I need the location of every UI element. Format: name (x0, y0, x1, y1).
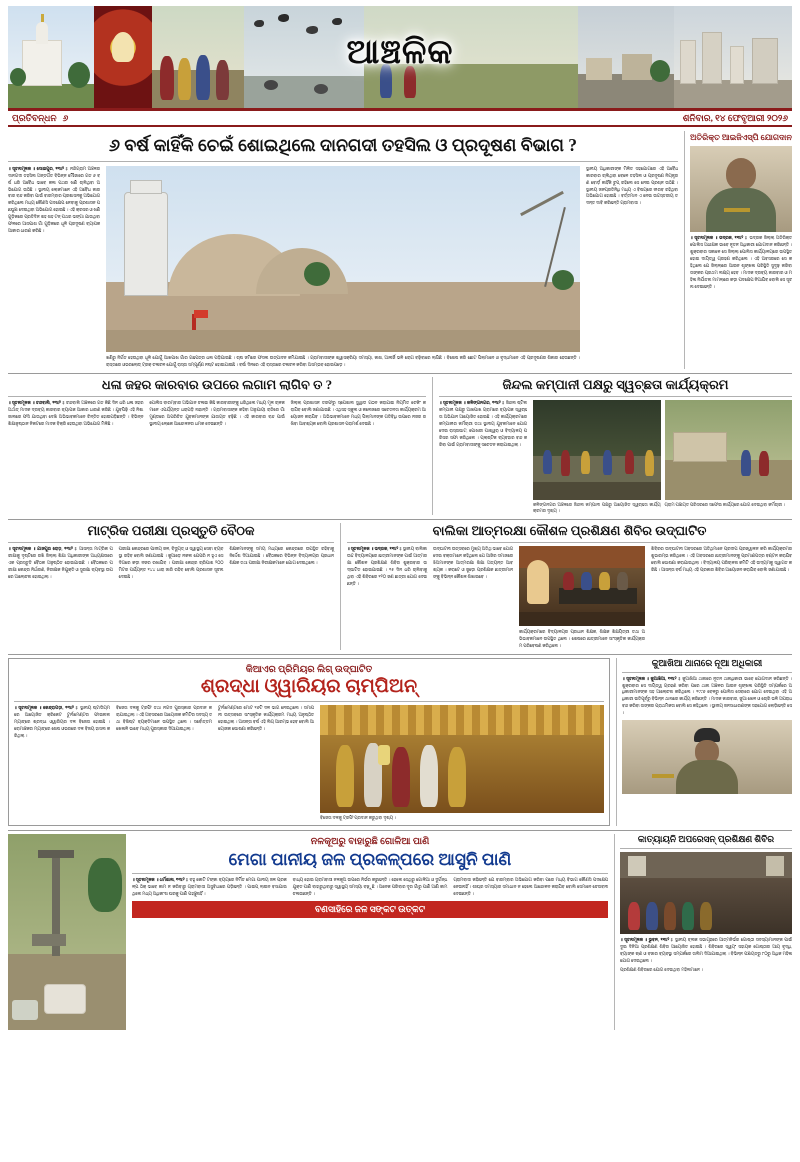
story8-col-1 (132, 877, 287, 898)
sidebar-top-text: ଭଦ୍ରକ ଜିଲ୍ଲା ଅତିରିକ୍ତ ପୋଲିସ ଅଧୀକ୍ଷକ ଭାବେ ନୂତନ ଅଧିକାରୀ ଯୋଗଦାନ କରିଛନ୍ତି । ଶୁକ୍ରବାର ସକାଳେ ସେ ଜିଲ୍ଲା ପୋଲିସ କାର୍ଯ୍ୟାଳୟରେ ଉପସ୍ଥିତ ହୋଇ ଦାୟିତ୍ୱ ଗ୍ରହଣ କରିଥିଲେ । ଏହି ଅବସରରେ ସେ କହିଥିଲେ ଯେ ଜିଲ୍ଲାରେ ଆଇନ ଶୃଙ୍ଖଳା ପରିସ୍ଥିତି ସୁଦୃଢ଼ କରିବା ତାଙ୍କର ପ୍ରଥମ ଲକ୍ଷ୍ୟ ହେବ । ମାଦକ ଦ୍ରବ୍ୟ କାରବାର ଓ ମହିଳା ନିର୍ଯାତନା ମାମଲାରେ କଡ଼ା ପଦକ୍ଷେପ ନିଆଯିବ ବୋଲି ସେ ସୂଚନା ଦେଇଛନ୍ତି । (690, 235, 792, 290)
masthead (8, 6, 792, 110)
sidebar-top-photo (690, 146, 792, 232)
story8-kicker: ନଳକୂଅରୁ ବାହାରୁଛି ଗୋଳିଆ ପାଣି (310, 837, 430, 848)
story5-byline: ॥ ସୂଚନାମୂଳକ ॥ ଭଦ୍ରକ, ୧୩ା୨ ‡ (347, 546, 402, 552)
story3-photo-1 (533, 400, 661, 500)
story9-text: ସ୍ଥାନୀୟ ବ୍ଲକ ସଭାଗୃହରେ ଆତ୍ମନିର୍ଭର ଗୋଷ୍ଠୀ ସଦସ୍ୟାମାନଙ୍କ ପାଇଁ ଦୁଇ ଦିନିଆ ପ୍ରଶିକ୍ଷଣ ଶିବିର ଆୟୋଜିତ ହୋଇଛି । ଶିବିରରେ ସ୍ୱୟଂ ସହାୟକ ଗୋଷ୍ଠୀର ଆୟ ବୃଦ୍ଧି, ବ୍ୟାଙ୍କ ଋଣ ଓ ବଜାର ବ୍ୟବସ୍ଥା ସମ୍ପର୍କରେ ତାଲିମ ଦିଆଯାଇଥିଲା । ବିଭିନ୍ନ ପଞ୍ଚାୟତରୁ ୮୦ରୁ ଅଧିକ ମହିଳା ଯୋଗ ଦେଇଥିଲେ । (620, 936, 793, 963)
story3-headline: ଜିନ୍ଦଲ କମ୍ପାନୀ ପକ୍ଷରୁ ସ୍ୱଚ୍ଛତା କାର୍ଯ୍ୟକ୍ରମ (502, 376, 729, 392)
story4-col-2: ପରୀକ୍ଷା କେନ୍ଦ୍ରରେ ପାନୀୟ ଜଳ, ବିଦ୍ୟୁତ୍ ଓ ସ୍ୱାସ୍ଥ୍ୟ ସେବା ବ୍ୟବସ୍ଥା ରହିବ ବୋଲି ଜଣାଯାଇଛି । କୁଆଡ଼େ ନକଲ ଯେପରି ନ ହୁଏ ସେ ଦିଗରେ କଡ଼ା ନଜର ରଖାଯିବ । ପରୀକ୍ଷା କେନ୍ଦ୍ର ଚାରିପାଶ ୨୦୦ ମିଟର ପର୍ଯ୍ୟନ୍ତ ୧୪୪ ଧାରା ଜାରି ରହିବ ବୋଲି ପ୍ରଶାସନ ସୂଚନା ଦେଇଛି । (118, 546, 224, 579)
story9-photo (620, 852, 792, 934)
story2-col-1 (8, 400, 143, 428)
story5-photo (519, 546, 645, 626)
story3-body (439, 400, 527, 449)
story9-body (620, 937, 792, 965)
story9-caption: ପ୍ରଶିକ୍ଷଣ ଶିବିରରେ ଯୋଗ ଦେଇଥିବା ମହିଳାମାନେ । (620, 966, 703, 972)
story9 (614, 834, 792, 1030)
lead-photo (106, 166, 580, 352)
lead-headline: ୬ ବର୍ଷ କାହିଁକି ଚେଇଁ ଶୋଇଥିଲେ ଦାନଗଦୀ ତହସିଲ ଓ ପ୍ରଦୂଷଣ ବିଭାଗ ? (108, 135, 578, 155)
story8-photo (8, 834, 126, 1030)
sidebar-top-byline: ॥ ସୂଚନାମୂଳକ ॥ ଭଦ୍ରକ, ୧୩ା୨ ‡ (690, 235, 748, 241)
story5-col-3: କାର୍ଯ୍ୟକ୍ରମରେ ବିଦ୍ୟାଳୟର ପ୍ରଧାନ ଶିକ୍ଷକ, ଶିକ୍ଷକ ଶିକ୍ଷୟିତ୍ରୀ ତଥା ଅଭିଭାବକମାନେ ଉପସ୍ଥିତ ଥିଲେ । ଶେଷରେ ଛାତ୍ରୀମାନେ ସାଂସ୍କୃତିକ କାର୍ଯ୍ୟକ୍ରମ ପରିବେଷଣ କରିଥିଲେ । (519, 629, 645, 648)
story2-col-3: ଜିଲ୍ଲା ପ୍ରଶାସନ ତରଫରୁ ସ୍ପେଶାଲ ସ୍କ୍ୱାଡ ଗଠନ କରାଯାଇ ନିୟମିତ ଚେକିଂ କରାଯିବ ବୋଲି ଜଣାଯାଇଛି । ଏଥିସହ ସ୍କୁଲ ଓ କଲେଜରେ ସଚେତନତା କାର୍ଯ୍ୟକ୍ରମ ଆୟୋଜନ କରାଯିବ । ଅଭିଭାବକମାନେ ମଧ୍ୟ ପିଲାମାନଙ୍କ ଗତିବିଧି ଉପରେ ନଜର ରଖିବା ଆବଶ୍ୟକ ବୋଲି ପ୍ରଶାସନ ପରାମର୍ଶ ଦେଇଛି । (290, 399, 426, 426)
story7 (616, 658, 792, 826)
masthead-left-logo: ପ୍ରତିବନ୍ଧନ (12, 112, 57, 123)
lead-col1-text: ନନ୍ଦିଗ୍ରାମ ଅଞ୍ଚଳର ଦାନଗଦୀ ତହସିଲ ଅନ୍ତର୍ଗତ ବିଭିନ୍ନ ମୌଜାରେ ଗତ ୬ ବର୍ଷ ଧରି ଅବୈଧ ଭାବେ କଳା ପଥର ଖଣି ଚାଲିଥିବା ଅଭିଯୋଗ ଉଠିଛି । ସ୍ଥାନୀୟ ଲୋକମାନେ ଏହି ଅବୈଧ କାରବାର ବନ୍ଦ କରିବା ପାଇଁ ବାରମ୍ବାର ପ୍ରଶାସନକୁ ଅଭିଯୋଗ କରିଥିଲେ ମଧ୍ୟ କୌଣସି ପଦକ୍ଷେପ ନେବାକୁ ପ୍ରଶାସନ ପଛଘୁଞ୍ଚା ଦେଇଥିବା ଅଭିଯୋଗ ହୋଇଛି । ଏହି କ୍ରସର ଓ ଖଣି ଗୁଡ଼ିକରେ ପ୍ରତିଦିନ ଶହ ଶହ ଟନ୍ ପଥର ଭଙ୍ଗା ଯାଉଥିବା ଫଳରେ ଆସପାଶ ଗାଁ ଗୁଡ଼ିକରେ ଧୂଳି ପ୍ରଦୂଷଣ ବ୍ୟାପକ ଆକାର ଧାରଣ କରିଛି । (8, 165, 101, 234)
story3-photo-2 (665, 400, 793, 500)
story8-col-2: ବାଧ୍ୟ ହୋଇ ଗ୍ରାମବାସୀ ନଳକୂଅ ଉପରେ ନିର୍ଭର କରୁଛନ୍ତି । ହେଲେ ସେଥିରୁ ଗୋଳିଆ ଓ ଦୁର୍ଗନ୍ଧଯୁକ୍ତ ପାଣି ବାହାରୁଥିବାରୁ ସ୍ୱାସ୍ଥ୍ୟ ସମସ୍ୟା ବଢ଼ୁଛି । ଅନେକ ପରିବାର ଦୂର ଗାଁରୁ ପାଣି ଆଣି କାମ ଚଳାଉଛନ୍ତି । (292, 876, 448, 896)
masthead-info-bar (8, 110, 792, 127)
lead-col-2 (106, 355, 580, 369)
lead-col-1 (8, 166, 100, 236)
story5-headline: ବାଲିକା ଆତ୍ମରକ୍ଷା କୌଶଳ ପ୍ରଶିକ୍ଷଣ ଶିବିର ଉଦ୍‌ଘାଟିତ (432, 522, 707, 538)
story3-caption-1: କଳିଙ୍ଗନଗର ଅଞ୍ଚଳରେ ଜିନ୍ଦଲ କମ୍ପାନୀ ପକ୍ଷରୁ ଆୟୋଜିତ ସ୍ୱଚ୍ଛତା କାର୍ଯ୍ୟକ୍ରମର ଦୃଶ୍ୟ । (533, 501, 661, 514)
lead-col3-text: ସ୍ଥାନୀୟ ଅଧିକାରୀଙ୍କ ମିଳିତ ସହଯୋଗରେ ଏହି ଅବୈଧ କାରବାର ଚାଲିଥିବା ବେଳେ ତହସିଲ ଓ ପ୍ରଦୂଷଣ ନିୟନ୍ତ୍ରଣ ବୋର୍ଡ଼ କାହିଁକି ଚୁପ୍ ରହିଲେ ସେ ନେଇ ପ୍ରଶ୍ନ ଉଠିଛି । ସ୍ଥାନୀୟ ଜନପ୍ରତିନିଧି ମଧ୍ୟ ଏ ବିଷୟରେ ନୀରବ ରହିଥିବା ଅଭିଯୋଗ ହୋଇଛି । ବର୍ତ୍ତମାନ ଏ ନେଇ ଉଚ୍ଚସ୍ତରୀୟ ତଦନ୍ତ ଦାବି କରିଛନ୍ତି ଗ୍ରାମବାସୀ । (586, 165, 678, 206)
story6-photo (320, 705, 604, 813)
story8-redbar: ବଣସାହିରେ ଜଳ ସଙ୍କଟ ଉତ୍କଟ (132, 901, 608, 918)
page-number: ୬ (62, 112, 69, 123)
story8-byline: ॥ ସୂଚନାମୂଳକ ॥ ଧର୍ମଶାଳା, ୧୩ା୨ ‡ (132, 876, 189, 882)
lead-col2-text: ଖଣିରୁ ନିର୍ଗତ ହେଉଥିବା ଧୂଳି ଯୋଗୁଁ ଆଖପାଖ ଗାଁର ଗଛପତ୍ର ଧଳା ପଡ଼ିଯାଇଛି । ଚାଷ ଜମିରେ ଫସଲ ଉତ୍ପାଦନ କମିଯାଇଛି । ଗ୍ରାମବାସୀଙ୍କ ଶ୍ୱାସକ୍ରିୟା ସମସ୍ୟା, କାଶ, ଆଲର୍ଜି ଭଳି ରୋଗ ବଢ଼ିବାରେ ଲାଗିଛି । ବିଶେଷ କରି ଛୋଟ ପିଲାମାନେ ଓ ବୃଦ୍ଧମାନେ ଏହି ପ୍ରଦୂଷଣର ଶିକାର ହେଉଛନ୍ତି । ରାସ୍ତାରେ ଓଭରଲୋଡ୍ ଟ୍ରକ୍ ଚଳାଚଳ ଯୋଗୁଁ ରାସ୍ତା ସମ୍ପୂର୍ଣ୍ଣ ନଷ୍ଟ ହୋଇଯାଇଛି । ବର୍ଷା ଦିନରେ ଏହି ରାସ୍ତାରେ ଚଳାଚଳ କରିବା ଅସମ୍ଭବ ହୋଇପଡ଼େ । (106, 354, 580, 367)
story7-text: କୁଆଖିଆ ଥାନାରେ ନୂତନ ଥାନାଧିକାରୀ ଭାବେ ଯୋଗଦାନ କରିଛନ୍ତି । ଶୁକ୍ରବାର ସେ ଦାୟିତ୍ୱ ଗ୍ରହଣ କରିବା ପରେ ଥାନା ଅଞ୍ଚଳର ଆଇନ ଶୃଙ୍ଖଳା ପରିସ୍ଥିତି ସମ୍ପର୍କରେ ଅଧିକାରୀମାନଙ୍କ ସହ ଆଲୋଚନା କରିଥିଲେ । ୧୯୯୬ ବେଳରୁ ପୋଲିସ ସେବାରେ ଯୋଗ ଦେଇଥିବା ଏହି ଅଧିକାରୀ ଇତିପୂର୍ବରୁ ବିଭିନ୍ନ ଥାନାରେ କାର୍ଯ୍ୟ କରିଛନ୍ତି । ମାଦକ କାରବାର, ଜୁଆ ଖେଳ ଓ ଚୋରି ଭଳି ଅପରାଧ ବନ୍ଦ କରିବା ତାଙ୍କର ପ୍ରାଥମିକତା ବୋଲି ସେ କହିଥିଲେ । ସ୍ଥାନୀୟ ଜନସାଧାରଣଙ୍କ ସହଯୋଗ ଲୋଡ଼ିଛନ୍ତି ସେ । (622, 675, 792, 716)
story7-body (622, 676, 792, 718)
story7-photo (622, 720, 792, 794)
story7-headline: କୁଆଖିଆ ଥାନାରେ ନୂଆ ଅଧିକାରୀ (651, 657, 763, 668)
story3 (432, 377, 792, 515)
story2-byline: ॥ ସୂଚନାମୂଳକ ॥ ଚନ୍ଦବାଲି, ୧୩ା୨ ‡ (8, 399, 65, 405)
story4 (8, 523, 334, 650)
lead-body (8, 166, 678, 369)
story8-col-3: ଗ୍ରାମବାସୀ କହିଛନ୍ତି ଯେ ବାରମ୍ବାର ଅଭିଯୋଗ କରିବା ପରେ ମଧ୍ୟ ବିଭାଗ କୌଣସି ପଦକ୍ଷେପ ନେଉନାହିଁ । ଶୀଘ୍ର ସମସ୍ୟାର ସମାଧାନ ନ ହେଲେ ଆନ୍ଦୋଳନ କରାଯିବ ବୋଲି ସେମାନେ ଚେତାବନୀ ଦେଇଛନ୍ତି । (453, 876, 609, 896)
story6-col-3: ଟୁର୍ନାମେଣ୍ଟରେ ମୋଟ ୧୬ଟି ଦଳ ଭାଗ ନେଇଥିଲେ । ସମାପନୀ ଉତ୍ସବରେ ସାଂସ୍କୃତିକ କାର୍ଯ୍ୟକ୍ରମ ମଧ୍ୟ ଅନୁଷ୍ଠିତ ହୋଇଥିଲା । ଆସନ୍ତା ବର୍ଷ ଏହି ଲିଗ୍ ଆରମ୍ଭ ହେବ ବୋଲି ଆୟୋଜକ ଘୋଷଣା କରିଛନ୍ତି । (218, 704, 314, 731)
story3-text: ଜିନ୍ଦଲ ଷ୍ଟିଲ କମ୍ପାନୀ ପକ୍ଷରୁ ଆଖପାଖ ଗ୍ରାମରେ ବ୍ୟାପକ ସ୍ୱଚ୍ଛତା ଅଭିଯାନ ଆୟୋଜିତ ହୋଇଛି । ଏହି କାର୍ଯ୍ୟକ୍ରମରେ କମ୍ପାନୀର କର୍ମଚାରୀ ତଥା ସ୍ଥାନୀୟ ଯୁବକମାନେ ଯୋଗ ଦେଇ ରାସ୍ତାଘାଟ, ପୋଖରୀ ପାଶ୍ୱର୍ ଓ ବିଦ୍ୟାଳୟ ପରିସର ସଫା କରିଥିଲେ । ପ୍ଲାଷ୍ଟିକ ବ୍ୟବହାର ବନ୍ଦ କରିବା ପାଇଁ ଗ୍ରାମବାସୀଙ୍କୁ ସଚେତନ କରାଯାଇଥିଲା । (439, 399, 527, 447)
story8 (8, 834, 608, 1030)
story6-col-1 (14, 705, 110, 740)
story5 (340, 523, 792, 650)
story2-col-2: ପୋଲିସ ବାରମ୍ବାର ଅଭିଯାନ ଚଳାଇ କିଛି କାରବାରୀଙ୍କୁ ଧରିଥିଲେ ମଧ୍ୟ ମୂଳ ଚାଳକମାନେ ଏପର୍ଯ୍ୟନ୍ତ ଧରାପଡ଼ି ନାହାନ୍ତି । ଗ୍ରାମବାସୀଙ୍କ କହିବା ଅନୁଯାୟୀ ରାତିରେ ଗାଁ ମୁଣ୍ଡରେ ଅପରିଚିତ ଯୁବକମାନଙ୍କ ଯାତାୟତ ବଢ଼ିଛି । ଏହି କାରବାର ବନ୍ଦ ପାଇଁ ସ୍ଥାନୀୟ ଲୋକେ ଆନ୍ଦୋଳନର ଧମକ ଦେଇଛନ୍ତି । (149, 399, 285, 426)
masthead-date: ଶନିବାର, ୧୪ ଫେବୃଆରୀ ୨୦୨୬ (682, 112, 788, 123)
story2 (8, 377, 426, 515)
story4-col-3: ଶିକ୍ଷକମାନଙ୍କୁ ସମୟ ମଧ୍ୟରେ କେନ୍ଦ୍ରରେ ଉପସ୍ଥିତ ରହିବାକୁ ନିର୍ଦ୍ଦେଶ ଦିଆଯାଇଛି । ବୈଠକରେ ବିଭିନ୍ନ ବିଦ୍ୟାଳୟର ପ୍ରଧାନ ଶିକ୍ଷକ ତଥା ପରୀକ୍ଷା ନିରୀକ୍ଷକମାନେ ଯୋଗ ଦେଇଥିଲେ । (229, 546, 335, 565)
lead-col-3 (586, 166, 678, 208)
sidebar-top (684, 131, 792, 369)
sidebar-top-title: ଅତିରିକ୍ତ ଆଇଜିଏସ୍‌ପି ଯୋଗଦାନ (690, 133, 792, 142)
story3-byline: ॥ ସୂଚନାମୂଳକ ॥ କଳିଙ୍ଗନଗର, ୧୩ା୨ ‡ (439, 399, 505, 405)
story4-byline: ॥ ସୂଚନାମୂଳକ ॥ ଯାଜପୁର ରୋଡ଼, ୧୩ା୨ ‡ (8, 546, 78, 552)
story6-col-2: ବିଜେତା ଦଳକୁ ଟ୍ରଫି ତଥା ନଗଦ ପୁରସ୍କାର ପ୍ରଦାନ କରାଯାଇଥିଲା । ଏହି ଅବସରରେ ଆୟୋଜକ କମିଟିର ସଦସ୍ୟ ତଥା ବିଶିଷ୍ଟ ବ୍ୟକ୍ତିମାନେ ଉପସ୍ଥିତ ଥିଲେ । ସର୍ବୋତ୍ତମ ଖେଳାଳି ଭାବେ ମଧ୍ୟ ପୁରସ୍କାର ଦିଆଯାଇଥିଲା । (116, 704, 213, 731)
story5-col-4: ଶିବିରର ଉଦ୍‌ଘାଟନୀ ଅବସରରେ ଅତିଥିମାନେ ପ୍ରଦୀପ ପ୍ରଜ୍ୱାଳନ କରି କାର୍ଯ୍ୟକ୍ରମର ଶୁଭାରମ୍ଭ କରିଥିଲେ । ଏହି ଅବସରରେ ଛାତ୍ରୀମାନଙ୍କୁ ପ୍ରମାଣପତ୍ର ବଣ୍ଟନ କରାଯିବ ବୋଲି ଘୋଷଣା କରାଯାଇଥିଲା । ବିଦ୍ୟାଳୟ ପରିଚାଳନା କମିଟି ଏହି ଉଦ୍ୟମକୁ ସ୍ୱାଗତ କରିଛି । ଆସନ୍ତା ବର୍ଷ ମଧ୍ୟ ଏହି ପ୍ରକାର ଶିବିର ଆୟୋଜନ କରାଯିବ ବୋଲି ଜଣାଯାଇଛି । (651, 546, 792, 572)
story7-byline: ॥ ସୂଚନାମୂଳକ ॥ କୁଆଖିଆ, ୧୩ା୨ ‡ (622, 675, 681, 681)
story6 (8, 658, 610, 826)
story8-headline: ମେଗା ପାନୀୟ ଜଳ ପ୍ରକଳ୍ପରେ ଆସୁନି ପାଣି (228, 850, 512, 870)
story5-col1-text: ସ୍ଥାନୀୟ ବାଲିକା ଉଚ୍ଚ ବିଦ୍ୟାଳୟରେ ଛାତ୍ରୀମାନଙ୍କ ପାଇଁ ଆତ୍ମରକ୍ଷା କୌଶଳ ପ୍ରଶିକ୍ଷଣ ଶିବିର ଶୁକ୍ରବାର ଉଦ୍‌ଘାଟିତ ହୋଇଯାଇଛି । ୧୫ ଦିନ ଧରି ଚାଲିବାକୁ ଥିବା ଏହି ଶିବିରରେ ୧୨୦ ଜଣ ଛାତ୍ରୀ ଯୋଗ ଦେଇଛନ୍ତି । (347, 546, 427, 586)
story6-byline: ॥ ସୂଚନାମୂଳକ ॥ କେନ୍ଦ୍ରାପଡ଼ା, ୧୩ା୨ ‡ (14, 704, 79, 710)
story2-col1-text: ଚନ୍ଦବାଲି ଅଞ୍ଚଳରେ ଗତ କିଛି ଦିନ ଧରି ଧଳା ଜହର ଅର୍ଥାତ୍ ମାଦକ ଦ୍ରବ୍ୟ କାରବାର ବ୍ୟାପକ ଆକାର ଧାରଣ କରିଛି । ଯୁବପିଢ଼ି ଏହି ନିଶା ଜାଲରେ ଫସି ଯାଉଥିବା ଦେଖି ଅଭିଭାବକମାନେ ଚିନ୍ତିତ ହୋଇପଡ଼ିଛନ୍ତି । ବିଭିନ୍ନ ଶିକ୍ଷାନୁଷ୍ଠାନ ନିକଟରେ ମାଦକ ବିକ୍ରି ହେଉଥିବା ଅଭିଯୋଗ ମିଳିଛି । (8, 399, 144, 426)
story2-headline: ଧଳା ଜହର କାରବାର ଉପରେ ଲଗାମ ଲାଗିବ ତ ? (101, 376, 333, 392)
story5-col-2: ଉଦ୍‌ଘାଟନୀ ଉତ୍ସବରେ ମୁଖ୍ୟ ଅତିଥି ଭାବେ ଯୋଗ ଦେଇ ବକ୍ତାମାନେ କହିଥିଲେ ଯେ ଆଜିର ସମାଜରେ ଝିଅମାନଙ୍କ ଆତ୍ମରକ୍ଷା ଶିକ୍ଷା ଅତ୍ୟନ୍ତ ଆବଶ୍ୟକ । କରାଟେ ଓ ଜୁଡ଼ୋ ପ୍ରଶିକ୍ଷକ ଛାତ୍ରୀମାନଙ୍କୁ ବିଭିନ୍ନ କୌଶଳ ଶିଖାଇବେ । (433, 546, 513, 579)
masthead-title: ଆଞ୍ଚଳିକ (346, 34, 454, 71)
story9-headline: କାତ୍ୟାୟନି ଅପରେସନ୍ ପ୍ରଶିକ୍ଷଣ ଶିବିର (637, 834, 775, 845)
story3-caption-2: ଗ୍ରାମ ପଞ୍ଚାୟତ ପରିସରରେ ସଫେଇ କାର୍ଯ୍ୟରେ ଯୋଗ ଦେଇଥିବା କର୍ମଚାରୀ । (664, 501, 786, 507)
lead-byline: ॥ ସୂଚନାମୂଳକ ॥ ସୋଇପୁର, ୧୩ା୨ ‡ (8, 165, 69, 171)
story4-headline: ମାଟ୍ରିକ ପରୀକ୍ଷା ପ୍ରସ୍ତୁତି ବୈଠକ (87, 522, 255, 538)
story6-kicker: କିଆଏର ପ୍ରିମିୟର ଲିଗ୍ ଉଦ୍‌ଘାଟିତ (245, 664, 373, 675)
story6-caption: ବିଜେତା ଦଳକୁ ଟ୍ରଫି ପ୍ରଦାନ କରୁଥିବା ଦୃଶ୍ୟ । (320, 814, 397, 820)
story6-headline: ଶ୍ରଦ୍ଧା ଓ୍ୱାରିୟର ଚାମ୍ପିଅନ୍ (200, 675, 418, 697)
story5-col-1 (347, 546, 427, 588)
story4-col-1 (8, 546, 113, 581)
sidebar-top-body (690, 235, 792, 291)
story4-col1-text: ଆସନ୍ତା ମାଟ୍ରିକ ପରୀକ୍ଷାକୁ ଦୃଷ୍ଟିରେ ରଖି ଜିଲ୍ଲା ଶିକ୍ଷା ଅଧିକାରୀଙ୍କ ଅଧ୍ୟକ୍ଷତାରେ ଏକ ପ୍ରସ୍ତୁତି ବୈଠକ ଅନୁଷ୍ଠିତ ହୋଇଯାଇଛି । ବୈଠକରେ ପରୀକ୍ଷା କେନ୍ଦ୍ର ନିର୍ଧାରଣ, ନିରୀକ୍ଷକ ନିଯୁକ୍ତି ଓ ସୁରକ୍ଷା ବ୍ୟବସ୍ଥା ଉପରେ ଆଲୋଚନା ହୋଇଥିଲା । (8, 546, 113, 579)
story6-col1-text: ସ୍ଥାନୀୟ ଷ୍ଟାଡିୟମରେ ଆୟୋଜିତ କ୍ରିକେଟ ଟୁର୍ନାମେଣ୍ଟର ଫାଇନାଲ ମ୍ୟାଚ୍‌ରେ ଶ୍ରଦ୍ଧା ଓ୍ୱାରିୟର ଦଳ ବିଜେତା ହୋଇଛି । ରୋମାଞ୍ଚକର ମ୍ୟାଚ୍‌ରେ ଶେଷ ଓଭରରେ ଦଳ ବିଜୟ ହାସଲ କରିଥିଲା । (14, 704, 110, 738)
story9-byline: ॥ ସୂଚନାମୂଳକ ॥ ଭୁବନ, ୧୩ା୨ ‡ (620, 936, 674, 942)
story8-col1-text: ବହୁ କୋଟି ଟଙ୍କା ବ୍ୟୟରେ ନିର୍ମିତ ମେଗା ପାନୀୟ ଜଳ ପ୍ରକଳ୍ପ ଠିକ୍ ଭାବେ କାମ ନ କରିବାରୁ ଗ୍ରାମବାସୀ ଅସୁବିଧାରେ ପଡ଼ିଛନ୍ତି । ପାଇପ୍ ଲାଇନ ବସାଯାଇଥିଲେ ମଧ୍ୟ ଅଧିକାଂଶ ଘରକୁ ପାଣି ପହଞ୍ଚୁନାହିଁ । (132, 876, 287, 896)
